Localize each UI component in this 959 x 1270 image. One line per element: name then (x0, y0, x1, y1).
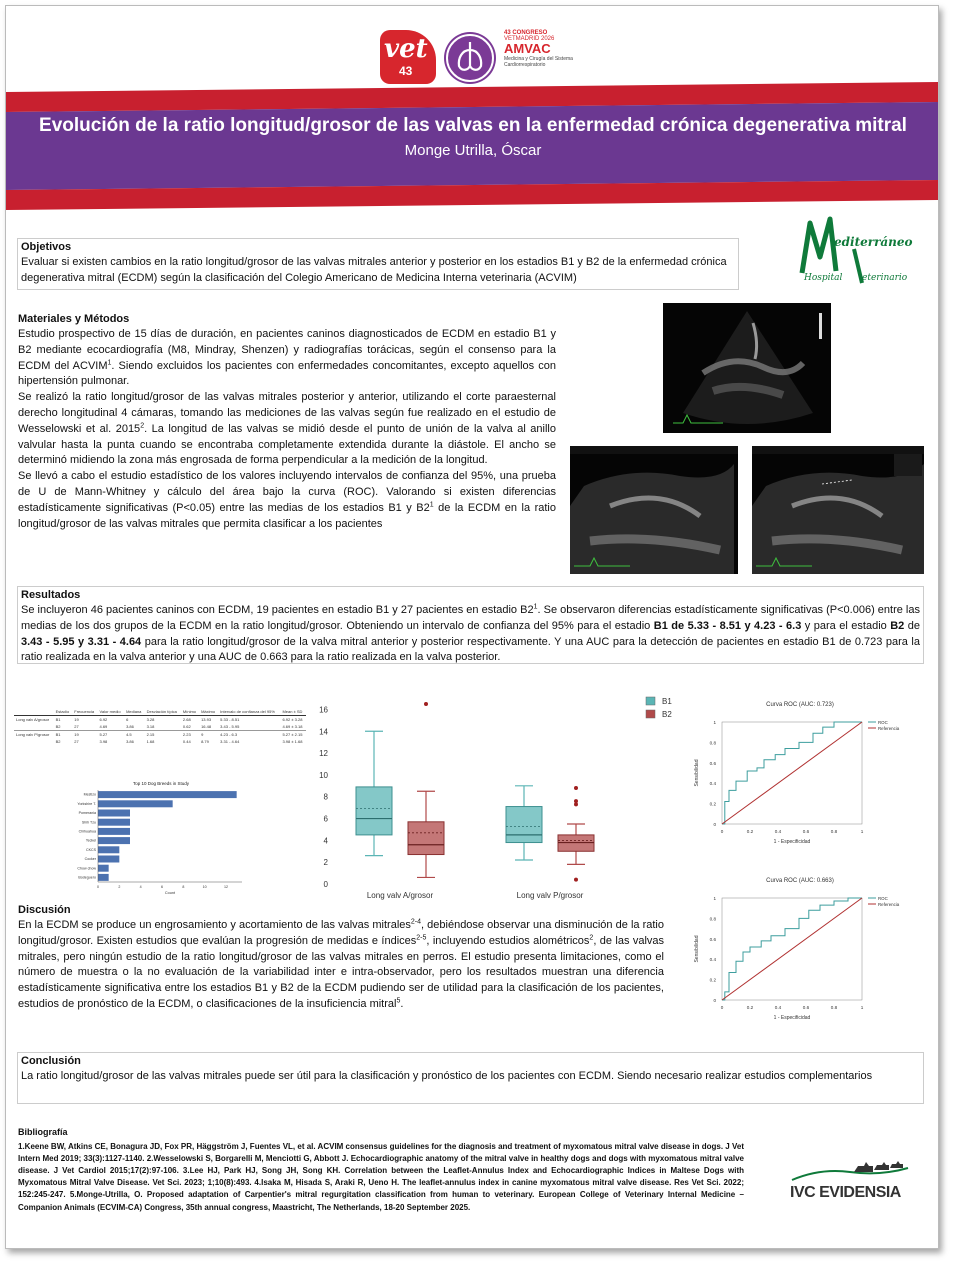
outlier-point (574, 878, 578, 882)
legend-swatch (646, 710, 655, 718)
y-tick-label: 4 (323, 836, 328, 846)
y-tick-label: 1 (713, 720, 716, 725)
table-cell: 3.98 ± 1.68 (282, 739, 303, 744)
table-cell: 2.68 (182, 717, 191, 722)
table-row (14, 738, 306, 745)
bar-category-label: Mestizo (83, 792, 96, 797)
y-tick-label: 16 (319, 705, 328, 715)
legend-label: ROC (878, 896, 888, 901)
box (408, 822, 444, 855)
table-row (14, 731, 306, 739)
discusion-section (18, 903, 664, 1013)
bibliografia-section (18, 1126, 744, 1214)
table-cell: 3.86 (126, 724, 134, 729)
y-axis-label: Sensibilidad (694, 935, 700, 963)
amvac-logo-icon (444, 32, 496, 84)
table-header-cell: Intervalo de confianza del 95% (218, 708, 280, 716)
legend-label: Referencia (878, 726, 900, 731)
box (356, 787, 392, 835)
series-line (722, 722, 862, 824)
materiales-section (18, 312, 556, 532)
legend-label: B2 (662, 710, 672, 719)
discusion-body: En la ECDM se produce un engrosamiento y acortamiento de las valvas mitrales$^{2-4}$, debiéndose observar una disminución de la ratio longitud/grosor. Existen estudios que evalúan la progresión de medidas e índices$^{2-5}$, incluyendo estudios alométricos$^2$, de las valvas mitrales, pero ningún estudio de la ratio longitud/grosor de las valvas mitrales en perros. El estudio presenta limitaciones, como el número de muestra o la no evaluación de la variabilidad inter e intra-observador, pero los resultados muestran una diferencia estadísticamente significativa entre los estadios B1 y B2 de la ECDM pudiendo ser de utilidad para la clasificación de los pacientes, estudios de pronóstico de la ECDM, o clasificaciones de la insuficiencia mitral$^5$. (18, 918, 665, 1010)
bar-category-label: Cocker (84, 857, 96, 862)
table-cell: 4.23 - 6.3 (218, 731, 280, 739)
y-tick-label: 0.8 (709, 916, 716, 922)
ivc-evidensia-name: IVC EVIDENSIA (790, 1184, 901, 1201)
bibliografia-body: 1.Keene BW, Atkins CE, Bonagura JD, Fox PR, Häggström J, Fuentes VL, et al. ACVIM consensus guidelines for the diagnosis and treatment of myxomatous mitral valve disease in dogs. J Vet Intern Med 2019; 33(3):1127-1140. 2.Wesselowski S, Borgarelli M, Menciotti G, Abbott J. Echocardiographic anatomy of the mitral valve in healthy dogs and dogs with myxomatous mitral valve disease. J Vet Cardiol 2015;17(2):97-106. 3.Lee HJ, Park HJ, Song JH, Song KH. Correlation between the Leaflet-Annulus Index and Echocardiographic Indices in Maltese Dogs with Myxomatous Mitral Valve Disease. Vet Sci. 2023; 1;10(8):493. 4.Isaka M, Hisada S, Araki R, Ueno H. The leaflet-annulus index in canine myxomatous mitral valve disease. Res Vet Sci. 2022; 152:245-247. 5.Monge-Utrilla, O. Proposed adaptation of Carpentier's mitral regurgitation classification from human to veterinary. European College of Veterinary Internal Medicine – Companion Animals (ECVIM-CA) Congress, 35th annual congress, Maastricht, The Netherlands, 18-20 September 2025. (18, 1142, 744, 1212)
animals-silhouette-icon (790, 1158, 910, 1184)
table-cell: B1 (55, 717, 61, 722)
echo-image-right (752, 446, 924, 574)
y-tick-label: 0.4 (709, 781, 716, 787)
bar-chart-title: Top 10 Dog Breeds in Study (132, 781, 190, 786)
table-header-cell: Mínimo (181, 708, 199, 716)
table-cell: B2 (55, 739, 61, 744)
legend-label: B1 (662, 697, 672, 706)
y-tick-label: 12 (319, 749, 328, 759)
legend-label: ROC (878, 720, 888, 725)
box (506, 807, 542, 843)
resultados-section (17, 586, 924, 664)
author: Monge Utrilla, Óscar (404, 142, 542, 159)
bar-category-label: Teckel (85, 838, 96, 843)
bibliografia-heading: Bibliografía (18, 1127, 68, 1137)
x-tick-label: 0 (720, 829, 724, 834)
table-cell (14, 738, 54, 745)
bar-category-label: Chow chow (77, 866, 96, 871)
y-tick-label: 0.2 (709, 801, 716, 807)
table-cell: 0.44 (182, 739, 191, 744)
y-tick-label: 0 (713, 998, 716, 1003)
roc-title: Curva ROC (AUC: 0.723) (766, 702, 834, 708)
x-tick-label: 0 (97, 885, 99, 889)
table-cell: 9 (199, 731, 218, 739)
outlier-point (574, 786, 578, 790)
bar (98, 810, 130, 817)
table-cell: 6 (126, 717, 129, 722)
table-header-cell: Mediana (124, 708, 145, 716)
table-cell: Long valv A/grosor (16, 717, 50, 722)
x-category-label: Long valv A/grosor (366, 891, 434, 900)
materiales-p1: Estudio prospectivo de 15 días de duración, en pacientes caninos diagnosticados de ECDM en estadio B1 y B2 mediante ecocardiografía (M8, Mindray, Shenzen) y radiografías torácicas, según el consenso para la ECDM del ACVIM$^1$. Siendo excluidos los pacientes con enfermedades concomitantes, excepto aquellos con hipertensión pulmonar. (18, 328, 556, 388)
bar (98, 837, 130, 844)
discusion-heading: Discusión (18, 904, 71, 916)
bar-category-label: Bodeguero (78, 875, 96, 880)
poster-title: Evolución de la ratio longitud/grosor de las valvas en la enfermedad crónica degenerativa mitral (39, 115, 907, 136)
x-tick-label: 4 (139, 885, 142, 889)
table-cell: 6.92 ± 3.28 (282, 717, 303, 722)
x-tick-label: 0.6 (802, 1005, 810, 1010)
table-cell: 1.68 (146, 739, 155, 744)
x-axis-label: 1 - Especificidad (773, 839, 811, 845)
x-category-label: Long valv P/grosor (516, 891, 584, 900)
table-cell: 3.98 (99, 739, 108, 744)
x-tick-label: 1 (860, 829, 864, 834)
y-tick-label: 0.6 (709, 760, 716, 766)
x-tick-label: 0 (720, 1005, 724, 1010)
y-tick-label: 0 (323, 880, 328, 889)
y-tick-label: 10 (319, 770, 328, 780)
bar-category-label: Pomerania (78, 811, 96, 816)
bar-category-label: Shih Tzu (81, 820, 96, 825)
table-cell: 3.43 - 5.95 (220, 724, 240, 729)
echo-image-left (570, 446, 738, 574)
table-cell: 4.69 ± 3.18 (282, 724, 303, 729)
y-tick-label: 8 (323, 792, 328, 802)
ivc-evidensia-logo (790, 1158, 910, 1208)
roc-title: Curva ROC (AUC: 0.663) (766, 878, 834, 884)
materiales-p3: Se llevó a cabo el estudio estadístico de los valores incluyendo intervalos de confianza del 95%, una prueba de U de Mann-Whitney y cálculo del área bajo la curva (ROC). Valorando si existen diferencias estadísticamente significativas (P<0.05) entre las medias de los estadios B1 y $B2^1$ de la ECDM en la ratio longitud/grosor de las valvas mitrales que permita clasificar a los pacientes (18, 470, 556, 530)
roc-curve-anterior (690, 696, 916, 858)
outlier-point (424, 702, 428, 706)
conclusion-body: La ratio longitud/grosor de las valvas mitrales puede ser útil para la clasificación y pronóstico de los pacientes con ECDM. Siendo necesario realizar estudios complementarios (21, 1070, 873, 1082)
materiales-p2: Se realizó la ratio longitud/grosor de las valvas mitrales posterior y anterior, utilizando el corte paraesternal derecho longitudinal 4 cámaras, tomando las mediciones de las valvas según fue realizado en el estudio de Wesselowski et al. 2015$^2$. La longitud de las valvas se midió desde el punto de unión de la valva al anillo valvular hasta la punta cuando se encontraba completamente extendida durante la diástole. El ancho se determinó midiendo la zona más engrosada de forma perpendicular a la medición de la longitud. (18, 391, 556, 467)
x-tick-label: 0.4 (774, 829, 782, 834)
table-header-cell: Estadío (54, 708, 73, 716)
table-cell: 5.27 (98, 731, 125, 739)
stats-table (14, 708, 306, 745)
table-header-cell (14, 708, 54, 716)
y-tick-label: 0.6 (709, 936, 716, 942)
table-cell: 8.79 (201, 739, 209, 744)
table-cell: 16.48 (201, 724, 212, 729)
materiales-heading: Materiales y Métodos (18, 313, 130, 325)
objetivos-heading: Objetivos (21, 241, 72, 253)
series-line (722, 898, 862, 1000)
y-tick-label: 0.2 (709, 977, 716, 983)
y-tick-label: 2 (323, 858, 328, 868)
x-tick-label: 0.8 (830, 1005, 838, 1010)
table-header-cell: Frecuencia (72, 708, 97, 716)
x-tick-label: 0.8 (830, 829, 838, 834)
bar-category-label: Chihuahua (78, 829, 96, 834)
x-tick-label: 12 (224, 885, 228, 889)
amvac-text: 43 CONGRESO VETMADRID 2026 AMVAC Medicina y Cirugía del Sistema Cardiorrespiratorio (504, 30, 573, 68)
objetivos-body: Evaluar si existen cambios en la ratio longitud/grosor de las valvas mitrales anterior y posterior en los estadios B1 y B2 de la enfermedad crónica degenerativa mitral (ECDM) según la clasificación del Colegio Americano de Medicina Interna veterinaria (ACVIM) (21, 256, 727, 284)
y-tick-label: 1 (713, 896, 716, 901)
y-tick-label: 0 (713, 822, 716, 827)
table-cell: B2 (55, 724, 61, 729)
table-cell: 6.92 (99, 717, 108, 722)
table-header-cell: Máximo (199, 708, 218, 716)
hospital-logo-line1: editerráneo (834, 235, 913, 249)
x-tick-label: 6 (161, 885, 163, 889)
resultados-body: Se incluyeron 46 pacientes caninos con ECDM, 19 pacientes en estadio B1 y 27 pacientes en estadio $B2^1$. Se observaron diferencias estadísticamente significativas (P<0.006) entre las medias de los dos grupos de la ECDM en la ratio longitud/grosor. Obteniendo un intervalo de confianza del 95% para el estadio B1 de 5.33 - 8.51 y 4.23 - 6.3 y para el estadio B2 de 3.43 - 5.95 y 3.31 - 4.64 para la ratio longitud/grosor de la valva mitral anterior y posterior respectivamente. Y una AUC para la detección de pacientes en estadio B1 de 0.723 para la ratio realizada en la valva anterior y una AUC de 0.663 para la ratio realizada en la valva posterior. (21, 603, 920, 664)
ratio-box-plot (312, 694, 692, 906)
vet43-logo: vet 43 (380, 30, 436, 84)
table-cell: 19 (74, 717, 79, 722)
y-tick-label: 0.4 (709, 957, 716, 963)
bar (98, 819, 130, 826)
bar (98, 865, 109, 872)
table-cell: 3.31 - 4.64 (220, 739, 240, 744)
bar (98, 856, 119, 863)
echo-image-top (663, 303, 831, 433)
table-row (14, 723, 306, 731)
y-axis-label: Sensibilidad (694, 759, 700, 787)
bar-category-label: CKCS (86, 847, 96, 852)
table-cell: Long valv P/grosor (14, 731, 54, 739)
table-cell: 5.33 - 8.51 (220, 717, 240, 722)
table-header-cell: Mean ± SD (280, 708, 306, 716)
table-cell: 19 (72, 731, 97, 739)
bar (98, 846, 119, 853)
table-cell: 13.93 (201, 717, 212, 722)
bar (98, 791, 237, 798)
table-cell: 4.5 (124, 731, 145, 739)
x-axis-label: 1 - Especificidad (773, 1015, 811, 1021)
table-cell: 27 (74, 724, 79, 729)
x-tick-label: 0.2 (746, 829, 754, 834)
x-tick-label: 0.6 (802, 829, 810, 834)
y-tick-label: 6 (323, 814, 328, 824)
hospital-mediterraneo-logo (796, 211, 926, 291)
table-cell (14, 723, 54, 731)
table-row (14, 716, 306, 724)
resultados-heading: Resultados (21, 589, 81, 601)
table-cell: 5.27 ± 2.15 (280, 731, 306, 739)
table-cell: 2.15 (145, 731, 181, 739)
x-tick-label: 8 (182, 885, 185, 889)
x-tick-label: 10 (202, 885, 207, 889)
table-header-cell: Valor medio (98, 708, 125, 716)
conclusion-heading: Conclusión (21, 1055, 81, 1067)
roc-curve-posterior (690, 872, 916, 1034)
table-header-cell: Desviación típica (145, 708, 181, 716)
table-cell: 27 (74, 739, 79, 744)
table-cell: 3.28 (146, 717, 155, 722)
legend-swatch (646, 697, 655, 705)
bar-category-label: Yorkshire T. (77, 801, 96, 806)
hospital-logo-line2: Hospital (804, 273, 843, 283)
poster (5, 5, 939, 1249)
breeds-bar-chart (76, 778, 246, 896)
x-tick-label: 2 (118, 885, 121, 889)
y-tick-label: 0.8 (709, 740, 716, 746)
x-tick-label: 0.4 (774, 1005, 782, 1010)
table-cell: B1 (54, 731, 73, 739)
table-cell: 3.18 (146, 724, 155, 729)
legend-label: Referencia (878, 902, 900, 907)
table-cell: 3.86 (126, 739, 134, 744)
x-axis-label: Count (164, 891, 176, 895)
outlier-point (574, 802, 578, 806)
table-cell: 0.62 (182, 724, 191, 729)
hospital-logo-line3: eterinario (862, 273, 908, 283)
bar (98, 800, 173, 807)
bar (98, 828, 130, 835)
bar (98, 874, 109, 881)
x-tick-label: 1 (860, 1005, 864, 1010)
x-tick-label: 0.2 (746, 1005, 754, 1010)
objetivos-section (17, 238, 739, 290)
y-tick-label: 14 (319, 727, 328, 737)
table-cell: 4.69 (99, 724, 108, 729)
conclusion-section (17, 1052, 924, 1104)
table-cell: 2.23 (181, 731, 199, 739)
banner-text (6, 114, 939, 159)
